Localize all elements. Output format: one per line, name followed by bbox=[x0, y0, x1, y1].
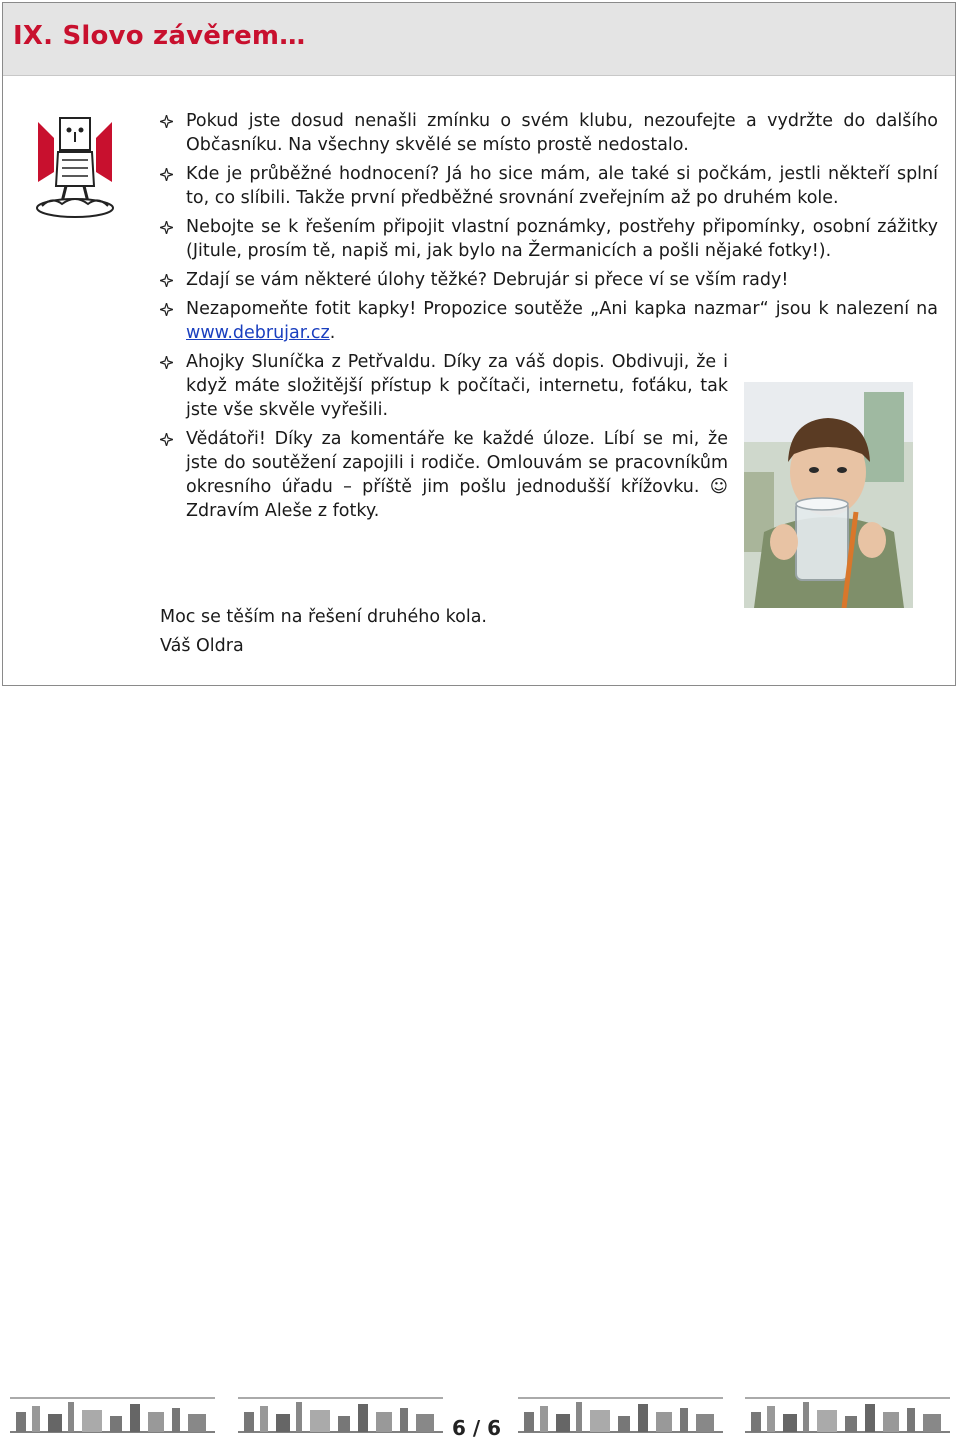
bullet-diamond-icon bbox=[160, 115, 173, 128]
bullet-item bbox=[160, 427, 728, 523]
smiley-icon: ☺ bbox=[709, 477, 728, 497]
bullet-text: Nebojte se k řešením připojit vlastní poznámky, postřehy připomínky, osobní zážitky (Jitule, prosím tě, napiš mi, jak bylo na Žermanicích a pošli nějaké fotky!). bbox=[186, 217, 938, 261]
bullet-diamond-icon bbox=[160, 221, 173, 234]
bullet-text: Vědátoři! Díky za komentáře ke každé úloze. Líbí se mi, že jste do soutěžení zapojili i rodiče. Omlouvám se pracovníkům okresního úřadu – příště jim pošlu jednodušší křížovku. bbox=[186, 429, 728, 497]
footer-lab-strip bbox=[745, 1394, 950, 1434]
bullet-text: Pokud jste dosud nenašli zmínku o svém klubu, nezoufejte a vydržte do dalšího Občasníku. Na všechny skvělé se místo prostě nedostalo. bbox=[186, 111, 938, 155]
bullet-text: Ahojky Sluníčka z Petřvaldu. Díky za váš dopis. Obdivuji, že i když máte složitější přístup k počítači, internetu, foťáku, tak jste vše skvěle vyřešili. bbox=[186, 352, 728, 420]
closing-block bbox=[160, 603, 487, 661]
bullet-item bbox=[160, 109, 938, 157]
bullet-item bbox=[160, 268, 938, 292]
signature: Váš Oldra bbox=[160, 636, 244, 656]
bullet-item bbox=[160, 297, 938, 345]
title-bar bbox=[3, 3, 955, 76]
bullet-item bbox=[160, 215, 938, 263]
bullet-item bbox=[160, 162, 938, 210]
bullet-item bbox=[160, 350, 728, 422]
page-number: 6 / 6 bbox=[452, 1416, 502, 1440]
bullet-diamond-icon bbox=[160, 356, 173, 369]
bullet-text-end: Zdravím Aleše z fotky. bbox=[186, 501, 380, 521]
photo-child-with-jar bbox=[744, 382, 913, 608]
bullet-diamond-icon bbox=[160, 303, 173, 316]
footer-lab-strip bbox=[10, 1394, 215, 1434]
bullet-diamond-icon bbox=[160, 433, 173, 446]
footer-lab-strip bbox=[238, 1394, 443, 1434]
bullet-text: Nezapomeňte fotit kapky! Propozice soutěže „Ani kapka nazmar“ jsou k nalezení na bbox=[186, 299, 938, 319]
footer-lab-strip bbox=[518, 1394, 723, 1434]
bullet-diamond-icon bbox=[160, 168, 173, 181]
bullet-diamond-icon bbox=[160, 274, 173, 287]
bullet-text-end: . bbox=[329, 323, 336, 343]
logo-mascot-icon bbox=[32, 112, 118, 220]
section-title: IX. Slovo závěrem… bbox=[13, 21, 306, 51]
closing-line: Moc se těším na řešení druhého kola. bbox=[160, 607, 487, 627]
website-link[interactable]: www.debrujar.cz bbox=[186, 323, 330, 343]
bullet-text: Zdají se vám některé úlohy těžké? Debrujár si přece ví se vším rady! bbox=[186, 270, 789, 290]
bullet-text: Kde je průběžné hodnocení? Já ho sice mám, ale také si počkám, jestli někteří splní to, co slíbili. Takže první předběžné srovnání zveřejním až po druhém kole. bbox=[186, 164, 938, 208]
